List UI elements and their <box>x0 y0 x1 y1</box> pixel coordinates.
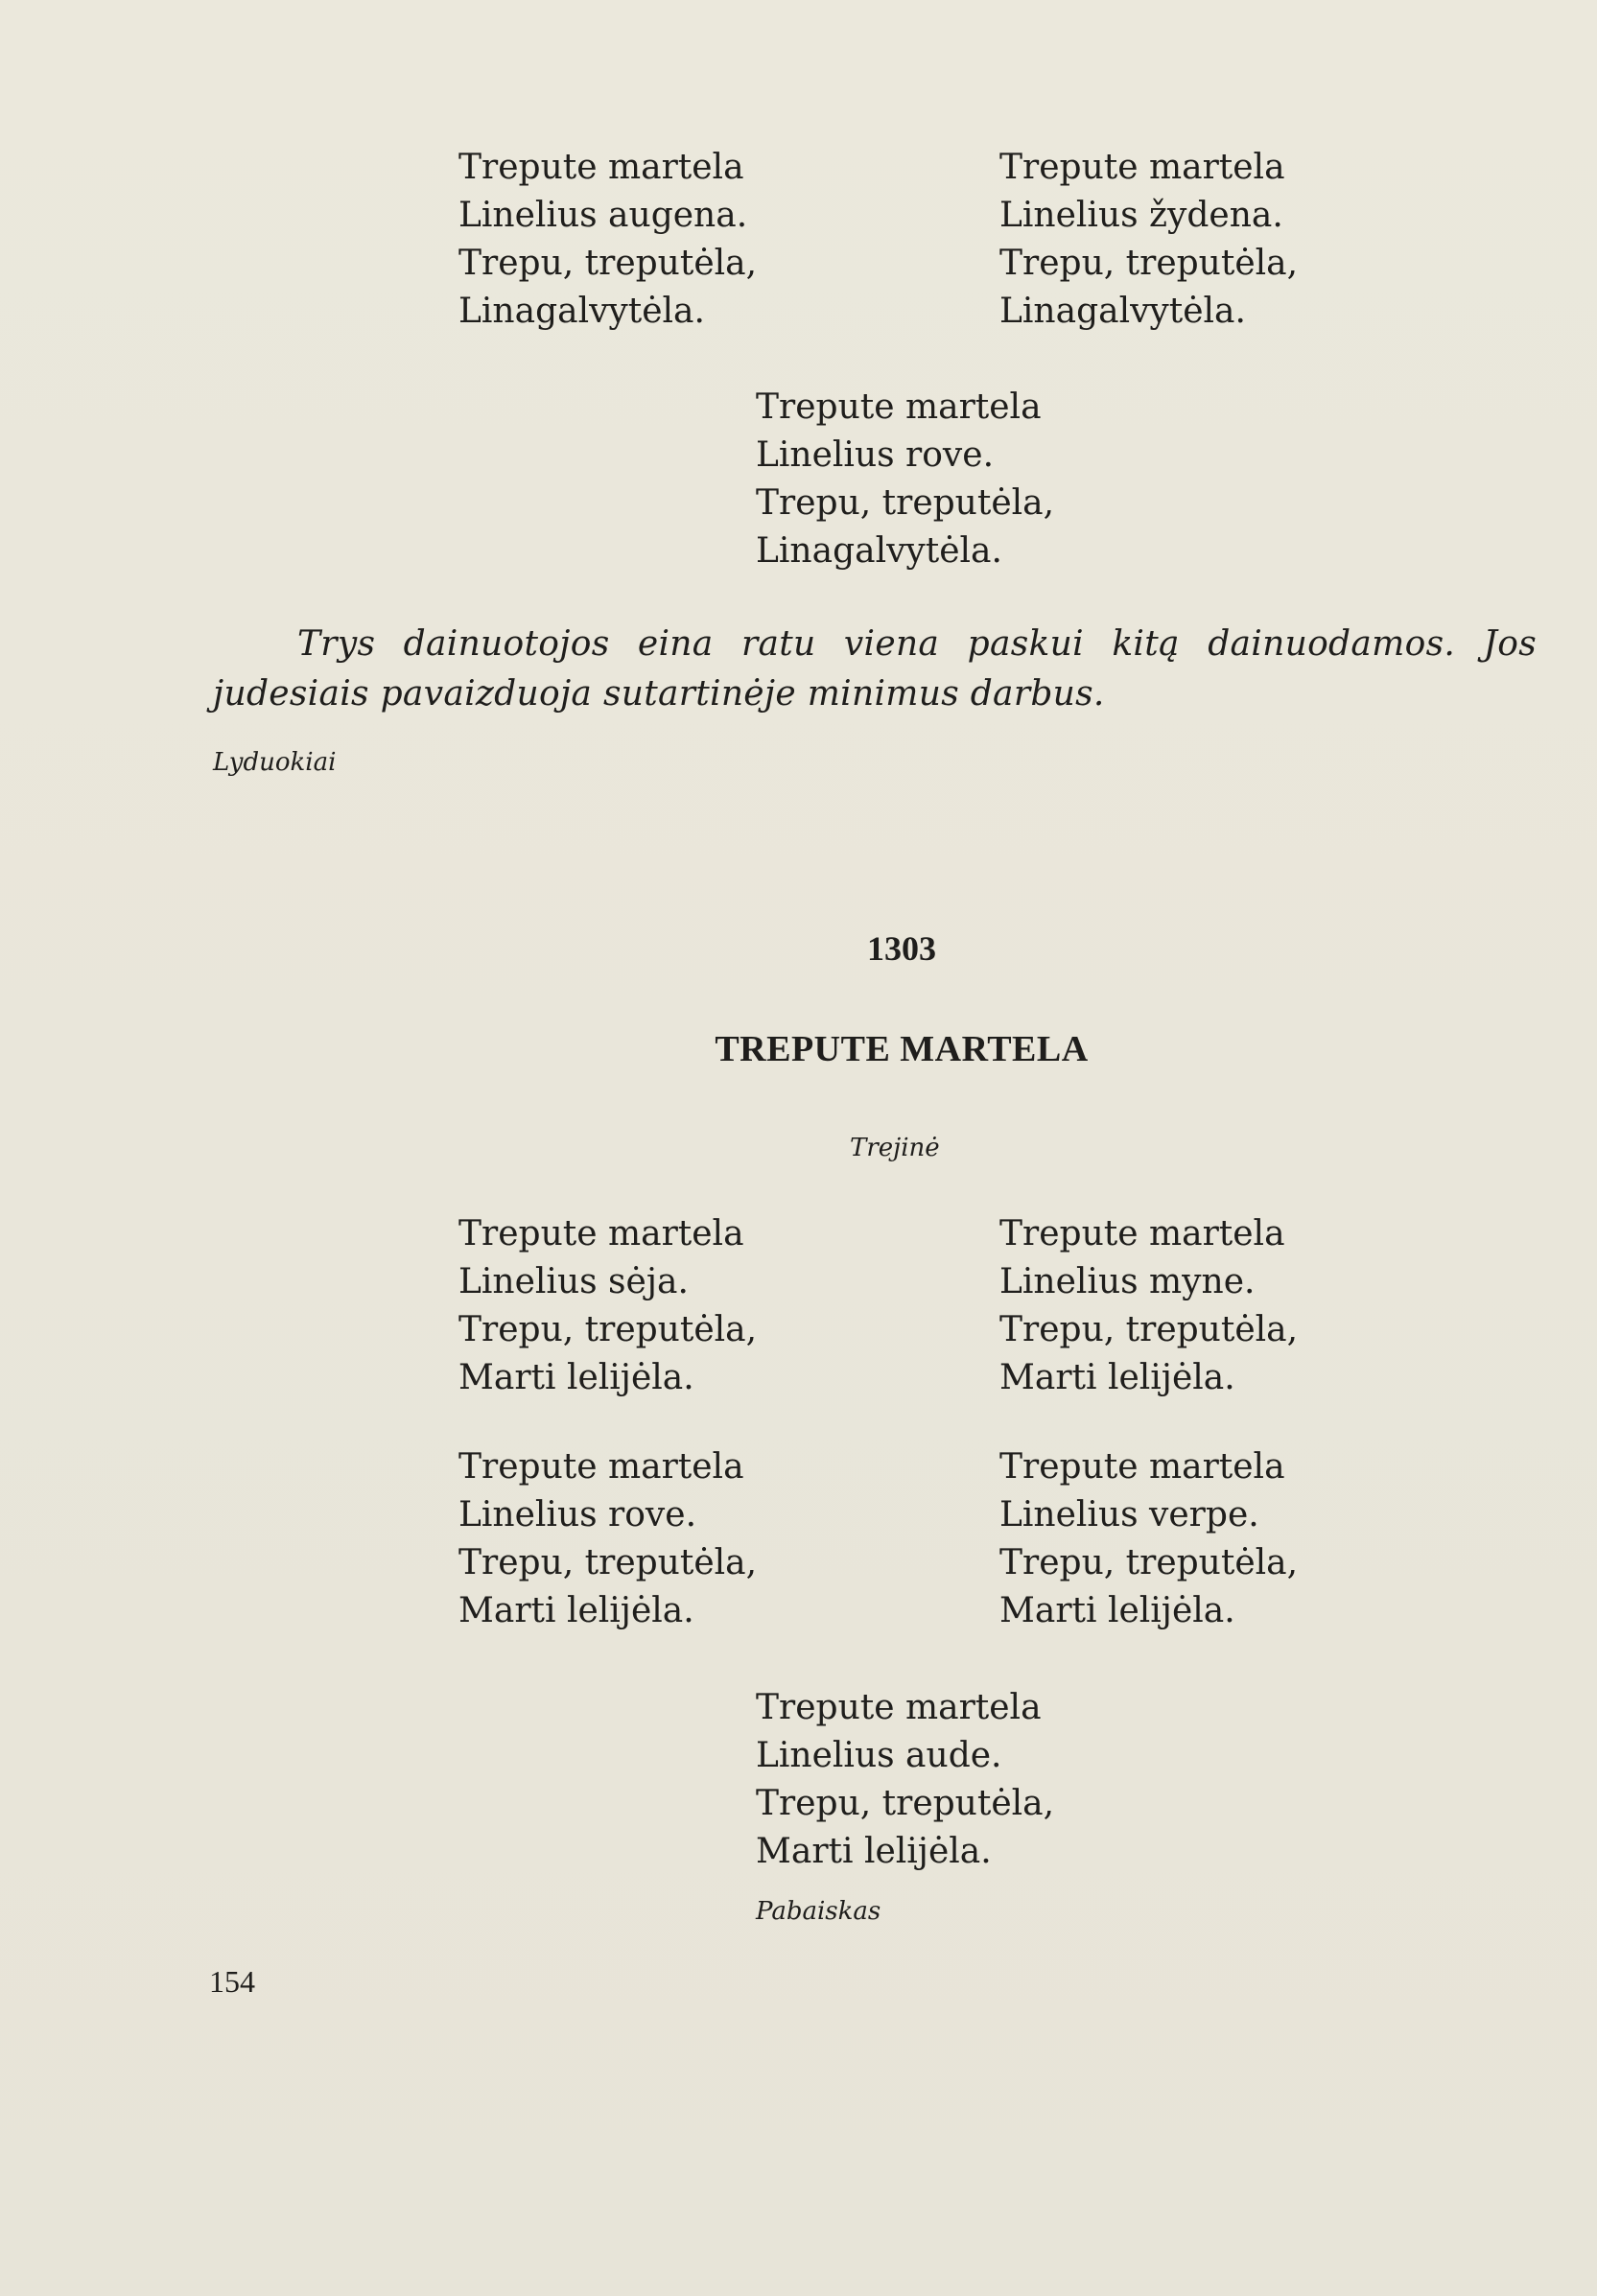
verse-line: Linelius žydena. <box>999 196 1283 235</box>
top-stanza-1 <box>458 144 757 336</box>
recording-place: Lyduokiai <box>213 748 337 777</box>
verse-line: Trepu, treputėla, <box>458 244 758 283</box>
verse-line: Linelius sėja. <box>458 1262 689 1301</box>
song-stanza-4 <box>999 1443 1298 1635</box>
verse-line: Trepu, treputėla, <box>756 483 1055 523</box>
song-stanza-2 <box>999 1210 1298 1402</box>
verse-line: Trepu, treputėla, <box>458 1310 758 1349</box>
verse-line: Trepu, treputėla, <box>999 1310 1299 1349</box>
verse-line: Linelius rove. <box>458 1495 697 1535</box>
verse-line: Linagalvytėla. <box>999 292 1246 331</box>
verse-line: Trepute martela <box>756 387 1042 427</box>
top-stanza-2 <box>999 144 1298 336</box>
song-title: TREPUTE MARTELA <box>715 1029 1089 1069</box>
song-ending: Pabaiskas <box>756 1897 881 1926</box>
verse-line: Trepute martela <box>756 1688 1042 1727</box>
performance-note: Trys dainuotojos eina ratu viena paskui kitą dainuodamos. Jos judesiais pavaizduoja sutartinėje minimus darbus. <box>213 624 1537 714</box>
verse-line: Trepute martela <box>999 1447 1285 1487</box>
verse-line: Marti lelijėla. <box>999 1591 1235 1630</box>
verse-line: Marti lelijėla. <box>458 1358 694 1397</box>
verse-line: Trepu, treputėla, <box>756 1784 1055 1823</box>
page-number: 154 <box>209 1964 255 1999</box>
song-stanza-5 <box>756 1684 1054 1876</box>
verse-line: Trepute martela <box>458 148 744 187</box>
verse-line: Marti lelijėla. <box>458 1591 694 1630</box>
song-subtitle: Trejinė <box>850 1134 940 1162</box>
verse-line: Trepu, treputėla, <box>458 1543 758 1582</box>
verse-line: Marti lelijėla. <box>999 1358 1235 1397</box>
song-number: 1303 <box>867 929 936 968</box>
verse-line: Trepute martela <box>458 1214 744 1253</box>
verse-line: Linelius aude. <box>756 1736 1002 1775</box>
song-stanza-3 <box>458 1443 757 1635</box>
verse-line: Trepute martela <box>999 1214 1285 1253</box>
verse-line: Linagalvytėla. <box>458 292 705 331</box>
verse-line: Trepu, treputėla, <box>999 244 1299 283</box>
verse-line: Linelius verpe. <box>999 1495 1259 1535</box>
verse-line: Trepu, treputėla, <box>999 1543 1299 1582</box>
verse-line: Linelius rove. <box>756 435 995 475</box>
verse-line: Linelius augena. <box>458 196 748 235</box>
song-stanza-1 <box>458 1210 757 1402</box>
verse-line: Trepute martela <box>458 1447 744 1487</box>
top-stanza-3 <box>756 384 1054 575</box>
verse-line: Linelius myne. <box>999 1262 1256 1301</box>
verse-line: Marti lelijėla. <box>756 1832 992 1871</box>
verse-line: Linagalvytėla. <box>756 531 1002 571</box>
verse-line: Trepute martela <box>999 148 1285 187</box>
